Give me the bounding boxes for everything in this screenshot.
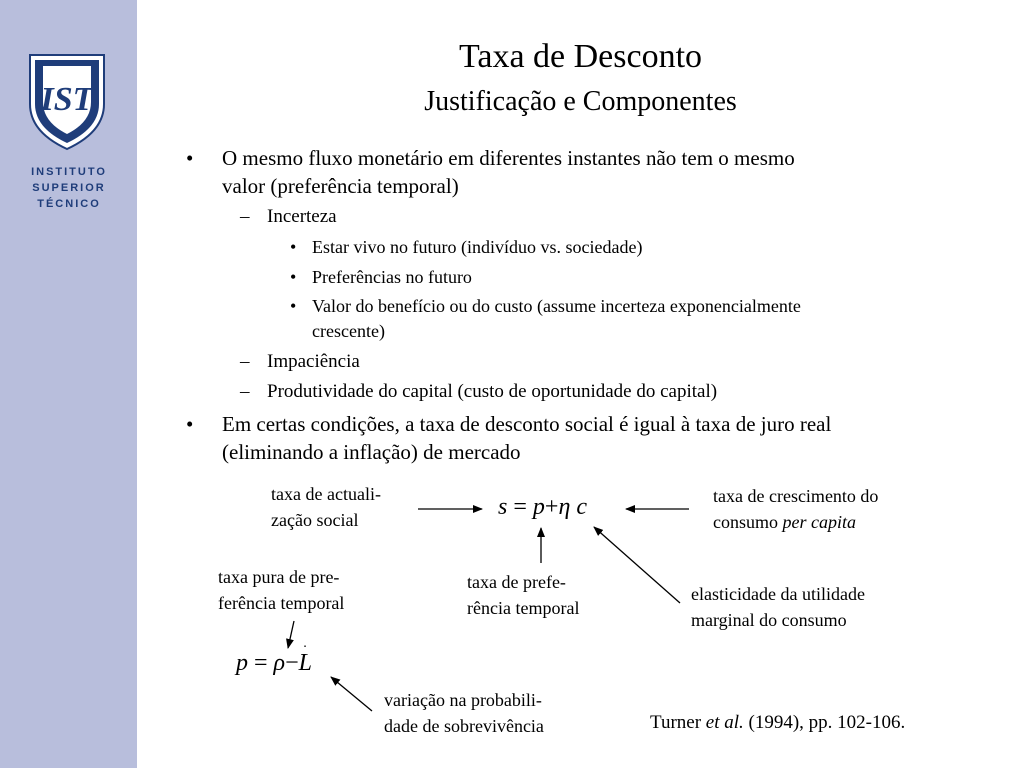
formula-symbol: p	[532, 494, 545, 520]
label-line: zação social	[271, 510, 359, 530]
svg-text:IST: IST	[40, 81, 94, 118]
label-line: rência temporal	[467, 598, 580, 618]
dash-icon: –	[240, 381, 250, 402]
slide-subtitle: Justificação e Componentes	[424, 86, 737, 117]
label-line: taxa de crescimento do	[713, 486, 879, 506]
bullet-icon: •	[186, 146, 194, 170]
bullet-icon: •	[290, 267, 297, 287]
sub-sub-item-valor-line-1: Valor do benefício ou do custo (assume incerteza exponencialmente	[312, 296, 801, 316]
formula-symbol: =	[513, 494, 527, 520]
label-line: dade de sobrevivência	[384, 716, 544, 736]
formula-symbol: c	[576, 494, 587, 520]
arrow-variacao	[331, 677, 372, 711]
label-line: variação na probabili-	[384, 690, 542, 710]
dash-icon: –	[240, 351, 250, 372]
label-line: taxa pura de pre-	[218, 567, 340, 587]
dash-icon: –	[240, 206, 250, 227]
bullet-1-line-2: valor (preferência temporal)	[222, 174, 459, 198]
bullet-2-line-2: (eliminando a inflação) de mercado	[222, 440, 521, 464]
sub-sub-item-preferencias: Preferências no futuro	[312, 267, 472, 287]
label-line: marginal do consumo	[691, 610, 847, 630]
label-line: ferência temporal	[218, 593, 345, 613]
slide-title: Taxa de Desconto	[458, 38, 703, 75]
sub-item-produtividade: Produtividade do capital (custo de oportunidade do capital)	[267, 381, 718, 402]
citation-rest: (1994), pp. 102-106.	[743, 712, 906, 733]
citation-etal: et al.	[705, 712, 744, 733]
bullet-icon: •	[290, 296, 297, 316]
label-italic: per capita	[782, 512, 856, 532]
logo-text-instituto: INSTITUTO	[31, 166, 107, 178]
formula-symbol: −	[285, 650, 299, 676]
citation-author: Turner	[650, 712, 706, 733]
logo-text-superior: SUPERIOR	[32, 182, 106, 194]
formula-symbol: =	[254, 650, 268, 676]
bullet-icon: •	[186, 412, 194, 436]
label-line: taxa de actuali-	[271, 484, 381, 504]
logo-text-tecnico: TÉCNICO	[37, 198, 101, 210]
sub-item-impaciencia: Impaciência	[267, 351, 360, 372]
formula-symbol: +	[544, 494, 559, 520]
formula-symbol: s	[498, 494, 508, 520]
label-line: taxa de prefe-	[467, 572, 566, 592]
bullet-1-line-1: O mesmo fluxo monetário em diferentes instantes não tem o mesmo	[222, 146, 795, 170]
label-line: elasticidade da utilidade	[691, 584, 865, 604]
formula-symbol: ρ	[273, 650, 286, 676]
formula-dot: .	[303, 636, 308, 651]
arrow-elasticidade	[594, 527, 680, 603]
formula-symbol: η	[558, 494, 571, 520]
formula-symbol: L	[298, 650, 312, 676]
sub-item-incerteza: Incerteza	[267, 206, 337, 227]
formula-symbol: p	[236, 650, 248, 676]
bullet-icon: •	[290, 237, 297, 257]
sub-sub-item-valor-line-2: crescente)	[312, 321, 385, 341]
label-line: consumo	[713, 512, 783, 532]
sub-sub-item-vivo: Estar vivo no futuro (indivíduo vs. sociedade)	[312, 237, 643, 257]
bullet-2-line-1: Em certas condições, a taxa de desconto social é igual à taxa de juro real	[222, 412, 832, 436]
arrow-pura	[288, 621, 294, 648]
